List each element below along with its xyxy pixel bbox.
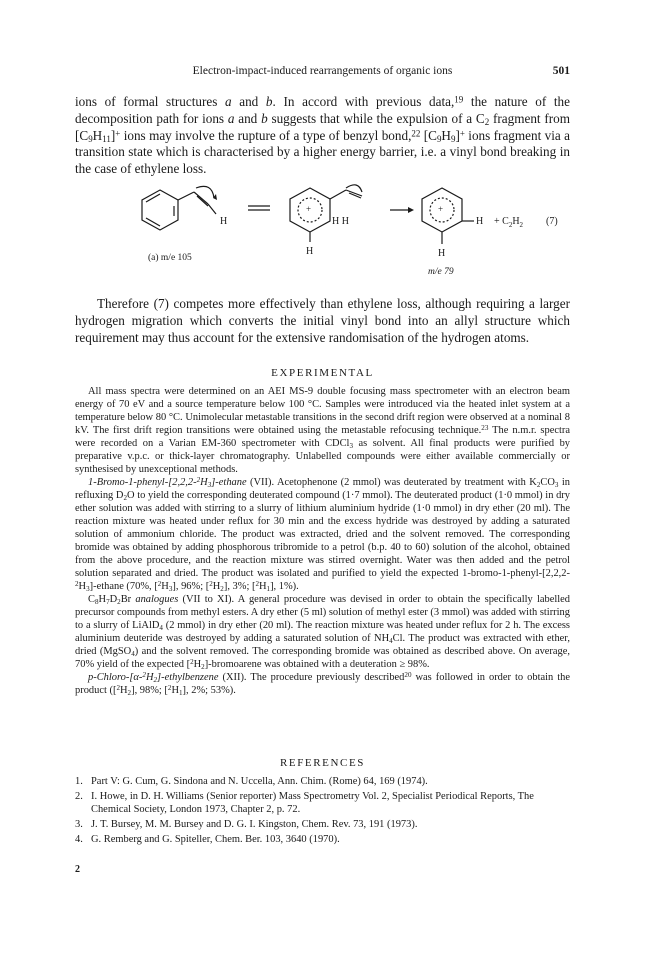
subscript: 9 bbox=[88, 133, 93, 144]
subscript: 9 bbox=[450, 133, 456, 144]
intro-text-11: ions fragment via a transition state which is characterised by a higher energy barrier, i.e. a vinyl bond breaking in the case of ethylene loss. bbox=[75, 127, 571, 177]
intro-text-1: ions of formal structures bbox=[75, 94, 225, 109]
charge-sign: + bbox=[459, 128, 465, 139]
ion-a-label: a bbox=[227, 110, 235, 126]
references-heading: REFERENCES bbox=[279, 757, 366, 769]
subscript: 2 bbox=[484, 117, 490, 128]
experimental-section bbox=[75, 385, 570, 697]
running-header bbox=[75, 65, 570, 81]
ion-b-label: b bbox=[265, 94, 273, 109]
intro-text-9: [C bbox=[420, 127, 437, 143]
reference-item bbox=[75, 833, 570, 846]
experimental-heading: EXPERIMENTAL bbox=[271, 367, 374, 379]
exp-paragraph-2: $1-Bromo-1-phenyl-[2,2,2-^2H_3]$-ethane (VII). Acetophenone (2 mmol) was deuterated by treatment with $K_2CO_3$ in refluxing $D_2O$ to yield the corresponding deuterated compound (1·7 mmol). The deuterated product (1·0 mmol) in dry ether solution was added with stirring to a slurry of lithium aluminium hydride (1·0 mmol) in dry ether (20 ml). The reaction mixture was heated under reflux for 30 min and the excess hydride was destroyed by adding a saturated solution of ammonium chloride. The product was extracted, dried and the solvent removed. The corresponding bromide was obtained by adding phosphorous tribromide to a petrol (b.p. 40 to 60) solution of the alcohol, obtained from the above procedure, and the reaction mixture was stirred overnight. Water was then added and the petrol solution separated and dried. The product was isolated and purified to yield the expected $1-bromo-1-phenyl-[2,2,2-^2H_3]$-ethane (70%, $[^2H_3]$, 96%; $[^2H_2]$, 3%; $[^2H_1]$, 1%). bbox=[75, 476, 571, 593]
running-title: Electron-impact-induced rearrangements of organic ions bbox=[192, 65, 453, 77]
charge-sign: + bbox=[115, 128, 121, 139]
intro-text-3: . In accord with previous data, bbox=[272, 94, 455, 109]
intro-text-8: ions may involve the rupture of a type of benzyl bond, bbox=[120, 127, 412, 143]
formula-h: H bbox=[92, 127, 103, 143]
equation-number: (7) bbox=[546, 216, 558, 227]
intro-paragraph bbox=[75, 94, 570, 178]
intro-text-4: the nature of the decomposition path for ions bbox=[75, 94, 571, 126]
intro-text-2: and bbox=[234, 110, 262, 126]
reference-item bbox=[75, 818, 570, 831]
structure-a-label: (a) m/e 105 bbox=[148, 253, 192, 263]
hydrogen-label: H H bbox=[332, 216, 349, 227]
charge-sign: + bbox=[306, 204, 312, 214]
formula-h: H bbox=[441, 127, 451, 143]
compound-name: $1-Bromo-1-phenyl-[2,2,2-^2H_3]$-ethane bbox=[88, 476, 247, 489]
reference-text: J. T. Bursey, M. M. Bursey and D. G. I. Kingston, Chem. Rev. 73, 191 (1973). bbox=[91, 819, 418, 831]
continuation-paragraph: Therefore (7) competes more effectively than ethylene loss, although requiring a larger hydrogen migration which converts the initial vinyl bond into an allyl structure which requirement may thus account for the extensive randomisation of the hydrogen atoms. bbox=[75, 296, 570, 345]
hydrogen-label: H bbox=[438, 248, 446, 259]
mass-label: m/e 79 bbox=[428, 267, 454, 277]
benzene-ring bbox=[142, 190, 178, 230]
reference-item bbox=[75, 775, 570, 788]
reference-number: 4. bbox=[75, 834, 83, 846]
subscript: 9 bbox=[436, 133, 442, 144]
reference-text: I. Howe, in D. H. Williams (Senior reporter) Mass Spectrometry Vol. 2, Specialist Periodical Reports, The Chemical Society, London 1973, Chapter 2, p. 72. bbox=[91, 791, 534, 816]
intro-text-2: and bbox=[231, 94, 266, 109]
hydrogen-label: H bbox=[220, 216, 228, 227]
bracket: ] bbox=[455, 127, 460, 143]
acetylene-product: + $C_2H_2$ bbox=[494, 216, 524, 229]
subscript: 3 bbox=[349, 441, 354, 450]
compound-name: $p-Chloro-[\alpha-^2H_2]$-ethylbenzene bbox=[88, 671, 219, 685]
hydrogen-label: H bbox=[476, 216, 484, 227]
signature-mark: 2 bbox=[75, 864, 80, 875]
hydrogen-label: H bbox=[306, 246, 314, 257]
exp-paragraph-1: All mass spectra were determined on an AEI MS-9 double focusing mass spectrometer with an electron beam energy of 70 eV and a source temperature below 100 °C. Samples were introduced via the heated inlet system at a temperature below 80 °C. Unimolecular metastable transitions in the second drift region were observed at a nominal 8 kV. The first drift region transitions were obtained using the metastable refocusing technique.$^{23}$ The n.m.r. spectra were recorded on a Varian EM-360 spectrometer with CDCl$_3$ as solvent. All final products were purified by preparative v.p.c. or thick-layer chromatography. Unlabelled compounds were either available commercially or synthesised by unexceptional methods. bbox=[75, 386, 571, 476]
reference-text: G. Remberg and G. Spiteller, Chem. Ber. 103, 3640 (1970). bbox=[91, 834, 340, 846]
exp-paragraph-3: $C_8H_7D_2Br$ analogues (VII to XI). A general procedure was devised in order to obtain the specifically labelled precursor compounds from methyl esters. A dry ether (5 ml) solution of methyl ester (3 mmol) was added with stirring to a slurry of LiAlD$_4$ (2 mmol) in dry ether (20 ml). The reaction mixture was heated under reflux for 2 h. The excess aluminium deuteride was destroyed by adding a saturated solution of $NH_4Cl$. The product was extracted with ether, dried (MgSO$_4$) and the solvent removed. The corresponding bromide was obtained as described above. On average, 70% yield of the expected $[^2H_2]$-bromoarene was obtained with a deuteration ≥ 98%. bbox=[75, 594, 571, 672]
bracket: ] bbox=[110, 127, 116, 143]
reference-item bbox=[75, 790, 570, 816]
bond bbox=[178, 192, 194, 200]
reference-number: 1. bbox=[75, 776, 83, 787]
citation-20: 20 bbox=[404, 671, 412, 680]
intro-text-6: fragment from [C bbox=[75, 110, 571, 143]
reference-text: Part V: G. Cum, G. Sindona and N. Uccella, Ann. Chim. (Rome) 64, 169 (1974). bbox=[91, 776, 428, 787]
section-subhead: analogues bbox=[131, 594, 179, 606]
ion-b-label: b bbox=[261, 110, 268, 126]
reference-number: 3. bbox=[75, 819, 83, 831]
citation-23: 23 bbox=[481, 424, 489, 433]
citation-19: 19 bbox=[454, 94, 464, 105]
reaction-scheme bbox=[100, 182, 570, 282]
exp-paragraph-4: $p-Chloro-[\alpha-^2H_2]$-ethylbenzene (XII). The procedure previously described$^{20}$ was followed in order to obtain the product ($[^2H_2]$, 98%; $[^2H_1]$, 2%; 53%). bbox=[75, 671, 570, 698]
intro-text-5: suggests that while the expulsion of a C bbox=[267, 110, 485, 126]
ion-a-label: a bbox=[224, 94, 232, 109]
references-list bbox=[75, 775, 570, 848]
subscript: 11 bbox=[102, 133, 111, 144]
reference-number: 2. bbox=[75, 791, 83, 803]
page-number: 501 bbox=[552, 65, 570, 77]
citation-22: 22 bbox=[411, 128, 421, 139]
charge-sign: + bbox=[438, 204, 444, 214]
